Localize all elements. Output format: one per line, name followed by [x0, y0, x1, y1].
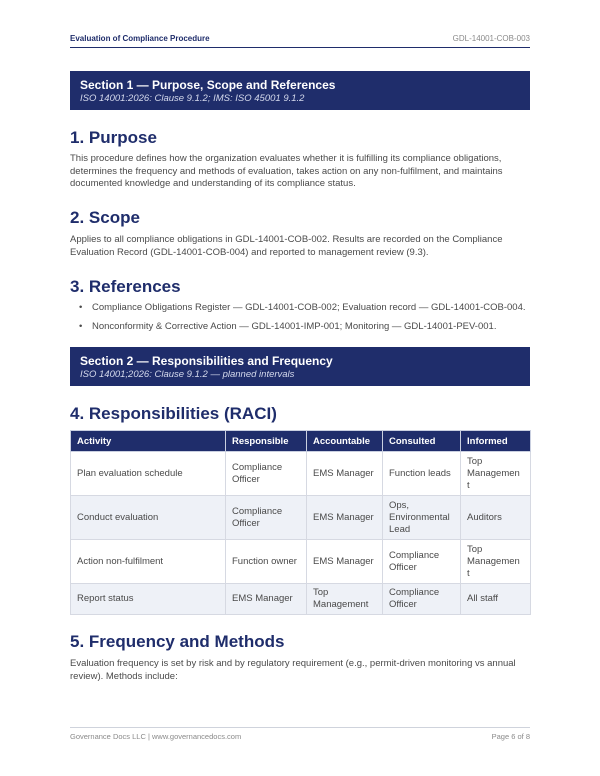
purpose-text: This procedure defines how the organization evaluates whether it is fulfilling its compliance obligations, determines the frequency and methods of evaluation, takes action on any non-fulfilment, and maintains documented knowledge and understanding of its compliance status.: [70, 153, 503, 189]
table-cell: EMS Manager: [307, 540, 383, 584]
running-footer: [70, 732, 530, 741]
column-header-informed: Informed: [461, 431, 531, 452]
table-cell: Function owner: [226, 540, 307, 584]
reference-item-text: Nonconformity & Corrective Action — GDL-14001-IMP-001; Monitoring — GDL-14001-PEV-001.: [92, 320, 497, 332]
table-cell: Action non-fulfilment: [71, 540, 226, 584]
running-header: [70, 34, 530, 46]
table-row: [71, 540, 531, 584]
section-2-subtitle: ISO 14001;2026: Clause 9.1.2 — planned intervals: [80, 369, 295, 380]
scope-heading: 2. Scope: [70, 208, 140, 227]
table-row: [71, 584, 531, 615]
footer-company: Governance Docs LLC | www.governancedocs.com: [70, 732, 242, 741]
references-heading: 3. References: [70, 277, 181, 296]
table-cell: Top Managemen t: [461, 540, 531, 584]
header-rule: [70, 47, 530, 48]
references-list: [70, 302, 530, 339]
reference-item: • Nonconformity & Corrective Action — GDL-14001-IMP-001; Monitoring — GDL-14001-PEV-001.: [79, 320, 497, 332]
column-header-accountable: Accountable: [307, 431, 383, 452]
table-cell: EMS Manager: [307, 452, 383, 496]
table-cell: Compliance Officer: [226, 496, 307, 540]
reference-item-text: Compliance Obligations Register — GDL-14001-COB-002; Evaluation record — GDL-14001-COB-004.: [92, 302, 526, 313]
table-cell: Report status: [71, 584, 226, 615]
column-header-responsible: Responsible: [226, 431, 307, 452]
table-cell: Function leads: [383, 452, 461, 496]
table-row: [71, 496, 531, 540]
table-cell: Compliance Officer: [226, 452, 307, 496]
footer-rule: [70, 727, 530, 728]
column-header-activity: Activity: [71, 431, 226, 452]
table-cell: Auditors: [461, 496, 531, 540]
section-1-banner: [70, 71, 530, 110]
scope-text: Applies to all compliance obligations in GDL-14001-COB-002. Results are recorded on the Compliance Evaluation Record (GDL-14001-COB-004) and reported to management review (9.3).: [70, 234, 503, 258]
section-2-title: Section 2 — Responsibilities and Frequency: [80, 354, 333, 368]
table-cell: Compliance Officer: [383, 584, 461, 615]
table-cell: Compliance Officer: [383, 540, 461, 584]
table-cell: Ops, Environmental Lead: [383, 496, 461, 540]
table-cell: Plan evaluation schedule: [71, 452, 226, 496]
table-cell: Conduct evaluation: [71, 496, 226, 540]
section-1-subtitle: ISO 14001:2026: Clause 9.1.2; IMS: ISO 45001 9.1.2: [80, 93, 305, 104]
header-doc-id: GDL-14001-COB-003: [452, 34, 530, 43]
frequency-heading: 5. Frequency and Methods: [70, 632, 285, 651]
table-cell: EMS Manager: [226, 584, 307, 615]
reference-item: • Compliance Obligations Register — GDL-14001-COB-002; Evaluation record — GDL-14001-COB-004.: [79, 302, 526, 313]
responsibilities-heading: 4. Responsibilities (RACI): [70, 404, 277, 423]
table-cell: EMS Manager: [307, 496, 383, 540]
section-2-banner: [70, 347, 530, 386]
footer-page-number: Page 6 of 8: [491, 732, 530, 741]
raci-table: [70, 430, 531, 615]
table-cell: Top Managemen t: [461, 452, 531, 496]
section-1-title: Section 1 — Purpose, Scope and References: [80, 78, 336, 92]
purpose-heading: 1. Purpose: [70, 128, 157, 147]
table-cell: Top Management: [307, 584, 383, 615]
frequency-text: Evaluation frequency is set by risk and by regulatory requirement (e.g., permit-driven monitoring vs annual review). Methods include:: [70, 658, 516, 682]
header-title: Evaluation of Compliance Procedure: [70, 34, 210, 43]
table-header-row: [71, 431, 531, 452]
column-header-consulted: Consulted: [383, 431, 461, 452]
table-cell: All staff: [461, 584, 531, 615]
table-row: [71, 452, 531, 496]
